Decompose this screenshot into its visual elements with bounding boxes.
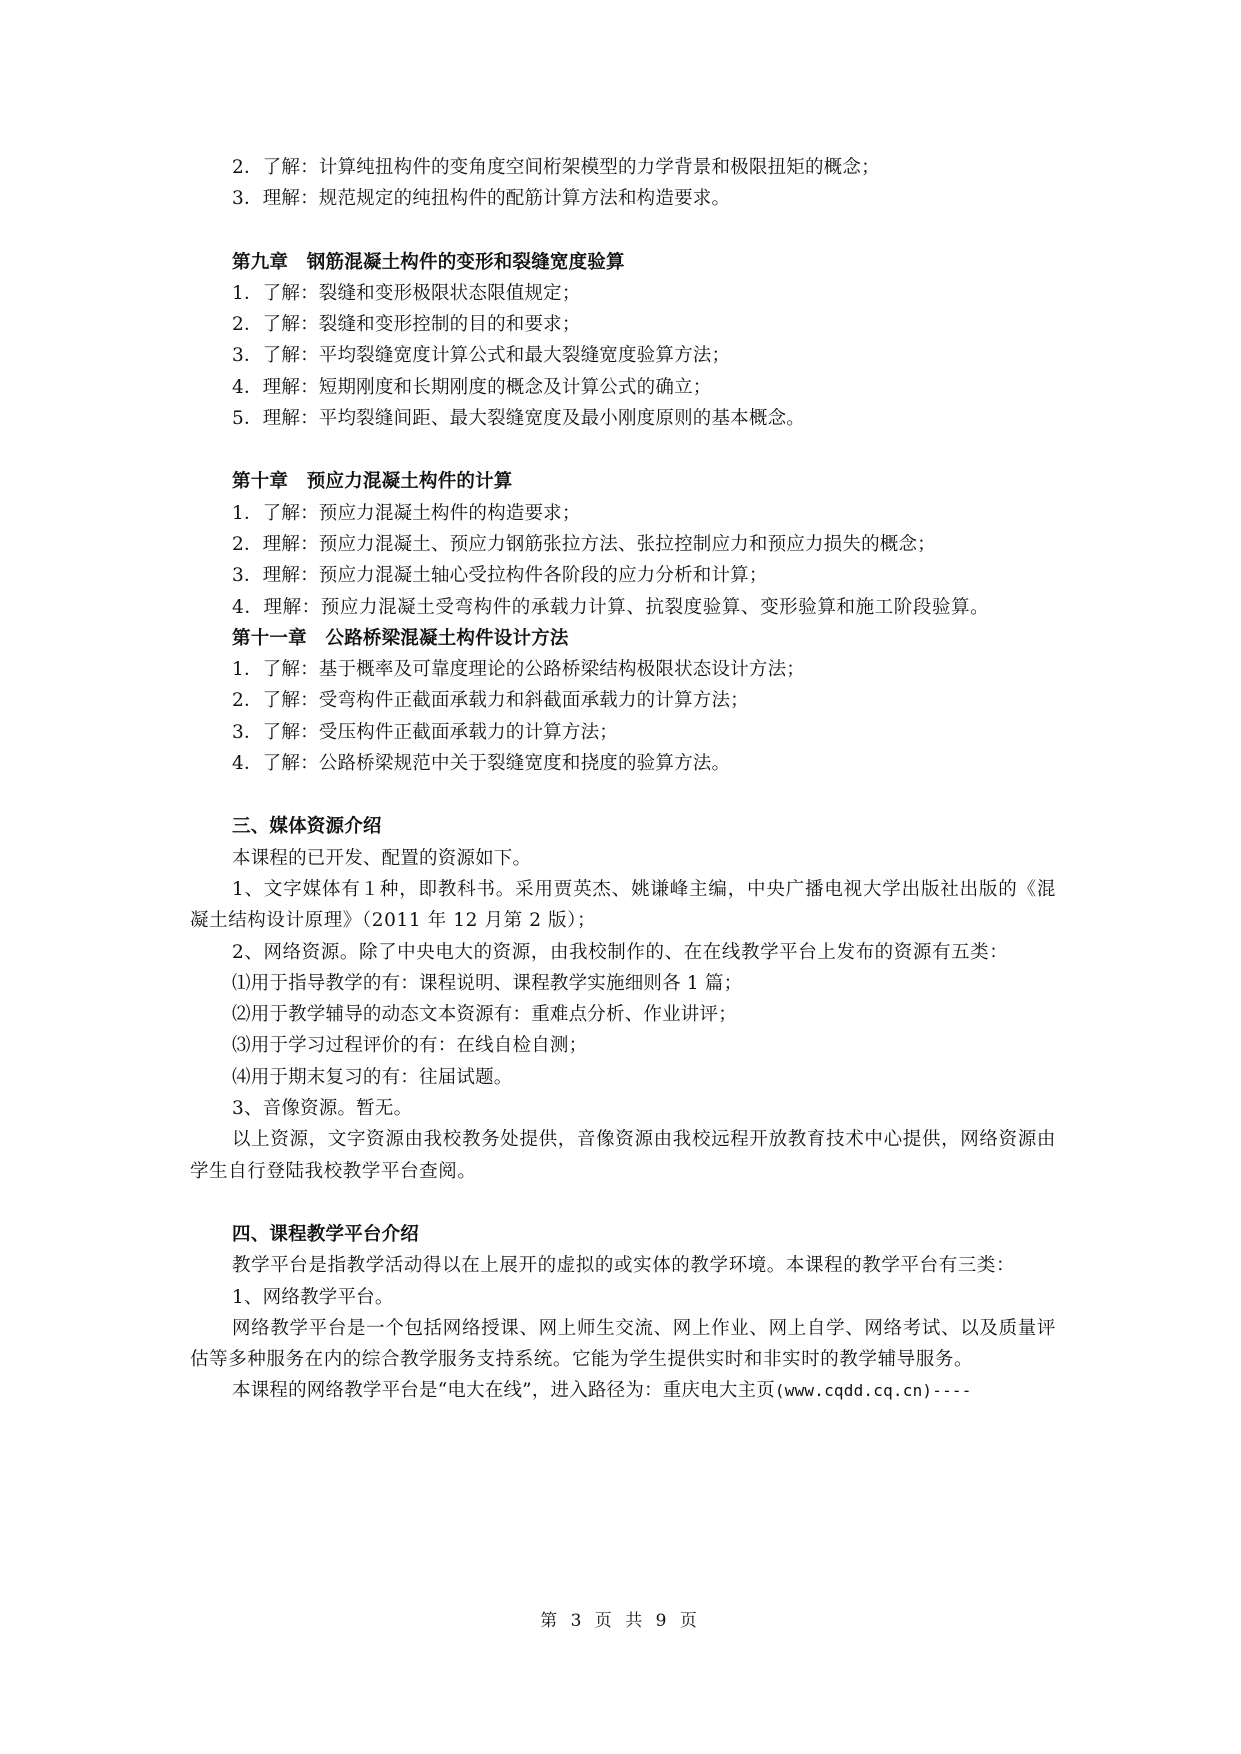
section4-para-3-text: 本课程的网络教学平台是“电大在线”，进入路径为：重庆电大主页 [232, 1380, 775, 1402]
section3-sub-3: ⑶用于学习过程评价的有：在线自检自测； [232, 1035, 588, 1057]
section4-sub-1: 1、网络教学平台。 [232, 1286, 394, 1308]
section3-para-3: 3、音像资源。暂无。 [232, 1098, 413, 1120]
section3-intro: 本课程的已开发、配置的资源如下。 [232, 847, 532, 869]
ch9-item-1: 1．了解：裂缝和变形极限状态限值规定； [232, 282, 581, 304]
ch10-item-4: 4．理解：预应力混凝土受弯构件的承载力计算、抗裂度验算、变形验算和施工阶段验算。 [232, 596, 990, 618]
section3-sub-4: ⑷用于期末复习的有：往届试题。 [232, 1066, 513, 1088]
ch9-item-4: 4．理解：短期刚度和长期刚度的概念及计算公式的确立； [232, 376, 712, 398]
section4-para-3 [190, 1375, 1056, 1406]
section4-heading: 四、课程教学平台介绍 [232, 1223, 420, 1245]
ch9-item-3: 3．了解：平均裂缝宽度计算公式和最大裂缝宽度验算方法； [232, 345, 731, 367]
section3-heading: 三、媒体资源介绍 [232, 816, 382, 838]
ch11-item-4: 4．了解：公路桥梁规范中关于裂缝宽度和挠度的验算方法。 [232, 753, 731, 775]
ch10-item-2: 2．理解：预应力混凝土、预应力钢筋张拉方法、张拉控制应力和预应力损失的概念； [232, 533, 936, 555]
section3-para-2: 2、网络资源。除了中央电大的资源，由我校制作的、在在线教学平台上发布的资源有五类： [232, 941, 1009, 963]
ch9-item-5: 5．理解：平均裂缝间距、最大裂缝宽度及最小刚度原则的基本概念。 [232, 408, 805, 430]
section3-sub-1: ⑴用于指导教学的有：课程说明、课程教学实施细则各 1 篇； [232, 972, 743, 994]
ch11-item-3: 3．了解：受压构件正截面承载力的计算方法； [232, 721, 618, 743]
page-number-footer: 第 3 页 共 9 页 [540, 1611, 701, 1631]
ch9-item-2: 2．了解：裂缝和变形控制的目的和要求； [232, 314, 581, 336]
ch8-item-2: 2．了解：计算纯扭构件的变角度空间桁架模型的力学背景和极限扭矩的概念； [232, 157, 880, 178]
chapter10-heading: 第十章 预应力混凝土构件的计算 [232, 471, 513, 493]
section3-para-1: 1、文字媒体有１种，即教科书。采用贾英杰、姚谦峰主编，中央广播电视大学出版社出版的《混凝土结构设计原理》（2011 年 12 月第 2 版）； [190, 878, 1056, 932]
ch8-item-3: 3．理解：规范规定的纯扭构件的配筋计算方法和构造要求。 [232, 188, 731, 210]
ch10-item-1: 1．了解：预应力混凝土构件的构造要求； [232, 502, 581, 524]
ch11-item-1: 1．了解：基于概率及可靠度理论的公路桥梁结构极限状态设计方法； [232, 659, 805, 681]
page-content [190, 152, 1056, 1407]
chapter11-heading: 第十一章 公路桥梁混凝土构件设计方法 [232, 627, 569, 649]
chapter9-heading: 第九章 钢筋混凝土构件的变形和裂缝宽度验算 [232, 251, 625, 273]
section4-para-2: 网络教学平台是一个包括网络授课、网上师生交流、网上作业、网上自学、网络考试、以及质量评估等多种服务在内的综合教学服务支持系统。它能为学生提供实时和非实时的教学辅导服务。 [190, 1317, 1056, 1371]
section4-para-1: 教学平台是指教学活动得以在上展开的虚拟的或实体的教学环境。本课程的教学平台有三类： [232, 1255, 1016, 1277]
homepage-url: (www.cqdd.cq.cn)---- [774, 1381, 972, 1401]
section3-sub-2: ⑵用于教学辅导的动态文本资源有：重难点分析、作业讲评； [232, 1004, 737, 1026]
ch10-item-3: 3．理解：预应力混凝土轴心受拉构件各阶段的应力分析和计算； [232, 565, 768, 587]
section3-para-4: 以上资源，文字资源由我校教务处提供，音像资源由我校远程开放教育技术中心提供，网络资源由学生自行登陆我校教学平台查阅。 [190, 1129, 1056, 1182]
ch11-item-2: 2．了解：受弯构件正截面承载力和斜截面承载力的计算方法； [232, 690, 749, 712]
